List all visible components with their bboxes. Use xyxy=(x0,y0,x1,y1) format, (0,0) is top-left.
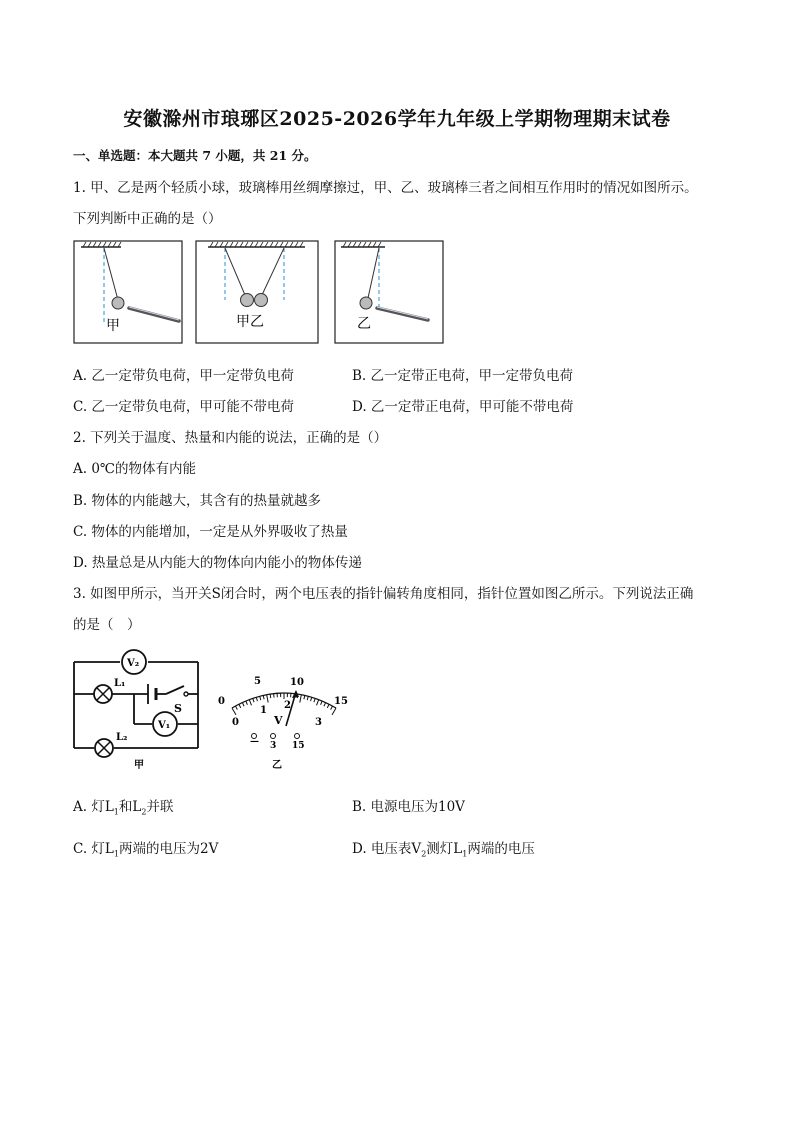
meter-caption: 乙 xyxy=(272,760,282,771)
circuit-caption: 甲 xyxy=(134,760,144,771)
q1-option-d[interactable]: D. 乙一定带正电荷，甲可能不带电荷 xyxy=(352,399,574,415)
dial-tick xyxy=(263,695,264,699)
q3-option-a[interactable] xyxy=(73,795,173,817)
outer-scale-15: 15 xyxy=(334,696,348,707)
terminal-minus: — xyxy=(250,737,259,747)
q2-option-c[interactable]: C. 物体的内能增加，一定是从外界吸收了热量 xyxy=(73,524,348,540)
q1-option-c[interactable]: C. 乙一定带负电荷，甲可能不带电荷 xyxy=(73,399,294,415)
q3-d-text1: D. 电压表V xyxy=(352,841,422,857)
inner-scale-2: 2 xyxy=(284,700,291,711)
q2-stem: 2. 下列关于温度、热量和内能的说法，正确的是（） xyxy=(73,430,388,446)
thread-3 xyxy=(368,248,379,298)
q3-a-text3: 并联 xyxy=(146,799,174,815)
q1-figure xyxy=(73,240,445,346)
q1-panel-3 xyxy=(335,241,443,343)
dial-tick xyxy=(249,700,251,706)
v2-label: V₂ xyxy=(127,658,140,669)
label-yi-3: 乙 xyxy=(357,316,371,332)
q3-circuit-diagram xyxy=(70,648,210,772)
section-heading: 一、单选题：本大题共 7 小题，共 21 分。 xyxy=(73,148,317,163)
q2-option-b[interactable]: B. 物体的内能越大，其含有的热量就越多 xyxy=(73,493,322,509)
q1-panel-1 xyxy=(74,241,182,343)
dial-tick xyxy=(256,697,257,701)
dial-tick xyxy=(239,704,241,708)
switch-s xyxy=(184,692,188,696)
q3-d-sub2: 1 xyxy=(462,849,468,859)
dial-tick xyxy=(311,697,312,701)
q3-stem-line2: 的是（ ） xyxy=(73,617,141,633)
inner-scale-3: 3 xyxy=(315,717,322,728)
q3-a-sub1: 1 xyxy=(113,807,119,817)
dial-tick xyxy=(270,694,271,698)
q1-stem-line2: 下列判断中正确的是（） xyxy=(73,211,222,227)
ball-yi-2 xyxy=(255,294,268,307)
label-jia-1: 甲 xyxy=(106,318,120,334)
terminal-15-post xyxy=(295,734,300,739)
l2-label: L₂ xyxy=(116,732,128,743)
glass-rod-1 xyxy=(129,308,179,321)
q3-option-d[interactable] xyxy=(352,837,535,859)
q3-d-text2: 测灯L xyxy=(426,841,463,857)
terminal-15: 15 xyxy=(292,741,305,751)
q1-option-a[interactable]: A. 乙一定带负电荷，甲一定带负电荷 xyxy=(73,368,294,384)
dial-tick xyxy=(307,696,308,700)
dial-tick xyxy=(253,698,254,702)
q1-stem-line1: 1. 甲、乙是两个轻质小球，玻璃棒用丝绸摩擦过，甲、乙、玻璃棒三者之间相互作用时的情况如图所示。 xyxy=(73,180,698,196)
q3-c-sub1: 1 xyxy=(113,849,119,859)
dial-tick xyxy=(232,708,236,715)
dial-tick xyxy=(304,695,305,699)
q3-d-text3: 两端的电压 xyxy=(467,841,535,857)
page-title: 安徽滁州市琅琊区2025-2026学年九年级上学期物理期末试卷 xyxy=(123,108,671,130)
dial-tick xyxy=(321,701,323,705)
thread-1 xyxy=(104,248,118,300)
terminal-3-post xyxy=(271,734,276,739)
ball-yi-3 xyxy=(360,297,372,309)
q3-c-text1: C. 灯L xyxy=(73,841,114,857)
unit-v: V xyxy=(274,714,283,727)
q3-a-text2: 和L xyxy=(118,799,142,815)
outer-scale-0: 0 xyxy=(218,696,225,707)
outer-scale-5: 5 xyxy=(254,676,261,687)
q2-option-d[interactable]: D. 热量总是从内能大的物体向内能小的物体传递 xyxy=(73,555,362,571)
glass-rod-1-highlight xyxy=(129,307,179,320)
dial-tick xyxy=(324,703,326,707)
glass-rod-3-highlight xyxy=(377,307,428,319)
q3-d-sub1: 2 xyxy=(421,849,427,859)
ball-jia-1 xyxy=(112,297,124,309)
dial-tick xyxy=(331,706,333,710)
dial-tick xyxy=(300,695,302,703)
terminal-3: 3 xyxy=(270,741,277,751)
glass-rod-3 xyxy=(377,308,428,320)
q3-option-b[interactable]: B. 电源电压为10V xyxy=(352,799,465,815)
s-label: S xyxy=(174,702,182,715)
dial-tick xyxy=(235,706,237,710)
dial-tick xyxy=(246,701,248,705)
ball-jia-2 xyxy=(241,294,254,307)
q3-option-c[interactable] xyxy=(73,837,218,859)
inner-scale-0: 0 xyxy=(232,717,239,728)
dial-tick xyxy=(267,695,269,703)
q3-voltmeter-dial xyxy=(214,668,354,772)
outer-scale-10: 10 xyxy=(290,677,304,688)
dial-tick xyxy=(327,704,329,708)
q3-stem-line1: 3. 如图甲所示，当开关S闭合时，两个电压表的指针偏转角度相同，指针位置如图乙所示。下列说法正确 xyxy=(73,586,694,602)
q3-c-text2: 两端的电压为2V xyxy=(119,841,219,857)
label-jiayi-2: 甲乙 xyxy=(236,314,264,330)
q2-option-a[interactable]: A. 0℃的物体有内能 xyxy=(73,461,197,477)
q3-a-sub2: 2 xyxy=(141,807,147,817)
dial-tick xyxy=(314,698,315,702)
q3-a-text1: A. 灯L xyxy=(73,799,114,815)
v1-label: V₁ xyxy=(158,720,171,731)
dial-tick xyxy=(260,696,261,700)
dial-tick xyxy=(242,703,244,707)
inner-scale-1: 1 xyxy=(260,705,267,716)
thread-2b xyxy=(262,248,284,295)
thread-2a xyxy=(225,248,245,295)
q1-option-b[interactable]: B. 乙一定带正电荷，甲一定带负电荷 xyxy=(352,368,574,384)
l1-label: L₁ xyxy=(114,678,126,689)
dial-tick xyxy=(332,708,336,715)
dial-tick xyxy=(317,700,319,706)
